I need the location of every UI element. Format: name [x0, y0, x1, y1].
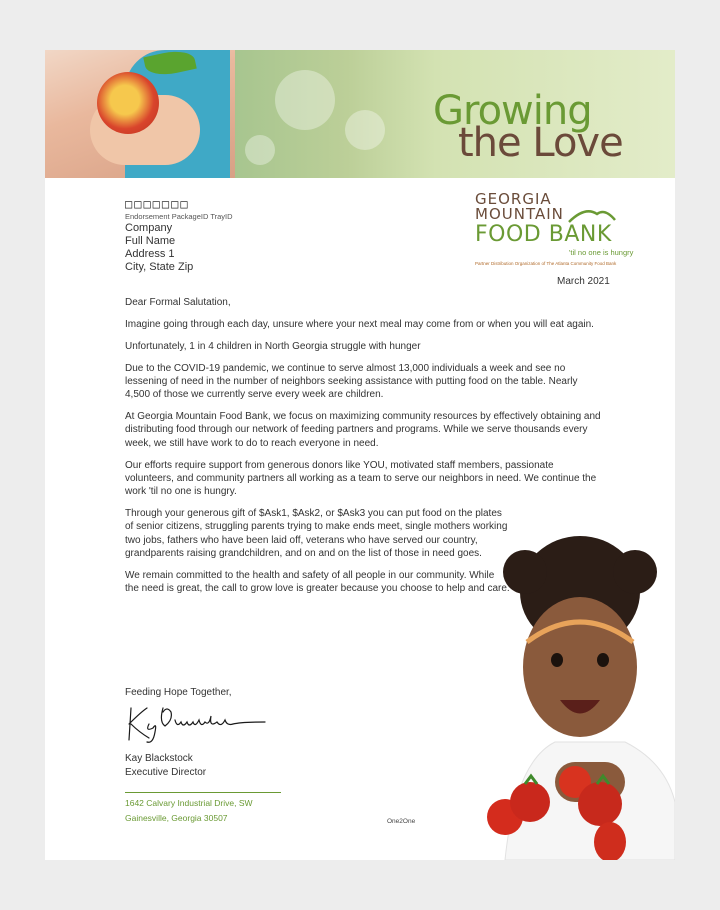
header-banner: [45, 50, 675, 178]
banner-bokeh: [245, 135, 275, 165]
logo-tagline: 'til no one is hungry: [569, 248, 634, 257]
child-with-apple-image: [45, 50, 235, 178]
paragraph: At Georgia Mountain Food Bank, we focus on maximizing community resources by effectively obtaining and distributing food through our network of feeding partners and programs. While we serve thousands every week, we still have work to do to reach everyone in need.: [125, 411, 601, 449]
banner-bokeh: [345, 110, 385, 150]
food-bank-logo: [475, 192, 635, 266]
footer-divider: [125, 792, 281, 793]
closing: Feeding Hope Together,: [125, 687, 232, 698]
city-state-zip-line: City, State Zip: [125, 261, 194, 273]
full-name-line: Full Name: [125, 235, 176, 247]
footer-code: One2One: [387, 818, 416, 825]
letter-date: March 2021: [557, 276, 610, 287]
company-line: Company: [125, 222, 173, 234]
logo-line-mountain: MOUNTAIN: [475, 205, 564, 223]
logo-line-food-bank: FOOD BANK: [475, 222, 612, 247]
banner-title-line1: Growing: [433, 88, 592, 134]
return-address-line2: Gainesville, Georgia 30507: [125, 813, 228, 823]
return-address-line1: 1642 Calvary Industrial Drive, SW: [125, 798, 253, 808]
signer-name: Kay Blackstock: [125, 753, 193, 764]
paragraph: Imagine going through each day, unsure where your next meal may come from or when you will eat again.: [125, 318, 594, 330]
logo-line-georgia: GEORGIA: [475, 190, 552, 208]
paragraph: Due to the COVID-19 pandemic, we continue to serve almost 13,000 individuals a week and see no lessening of need in the number of neighbors seeking assistance with putting food on the table. Nearly 4,500 of those we currently serve every week are children.: [125, 362, 578, 401]
barcode-placeholder: □□□□□□□: [125, 197, 190, 211]
signer-title: Executive Director: [125, 766, 207, 778]
endorsement-line: Endorsement PackageID TrayID: [125, 212, 233, 221]
salutation: Dear Formal Salutation,: [125, 297, 231, 308]
child-with-tomatoes-image: [485, 532, 675, 860]
paragraph: Through your generous gift of $Ask1, $Ask2, or $Ask3 you can put food on the plates of senior citizens, struggling parents trying to make ends meet, single mothers working two jobs, fathers who have been laid off, veterans who have served our country, grandparents raising grandchildren, and on and on the list of those in need goes.: [125, 508, 508, 560]
mountain-icon: [567, 204, 617, 224]
paragraph: Our efforts require support from generous donors like YOU, motivated staff members, passionate volunteers, and community partners all working as a team to serve our neighbors in need. We continue the work 'til no one is hungry.: [125, 459, 597, 498]
letter-page: [45, 50, 675, 860]
signer-block: [125, 752, 206, 779]
logo-partner-text: Partner Distribution Organization of The Atlanta Community Food Bank: [475, 261, 617, 266]
apple-icon: [97, 72, 159, 134]
banner-title-line2: the Love: [458, 120, 623, 166]
address1-line: Address 1: [125, 248, 175, 260]
recipient-address-block: [125, 198, 233, 274]
handwritten-signature: [125, 702, 275, 748]
banner-bokeh: [275, 70, 335, 130]
paragraph: We remain committed to the health and safety of all people in our community. While the need is great, the call to grow love is greater because you choose to help and care.: [125, 569, 510, 595]
return-address: [125, 796, 253, 826]
paragraph: Unfortunately, 1 in 4 children in North Georgia struggle with hunger: [125, 340, 421, 352]
